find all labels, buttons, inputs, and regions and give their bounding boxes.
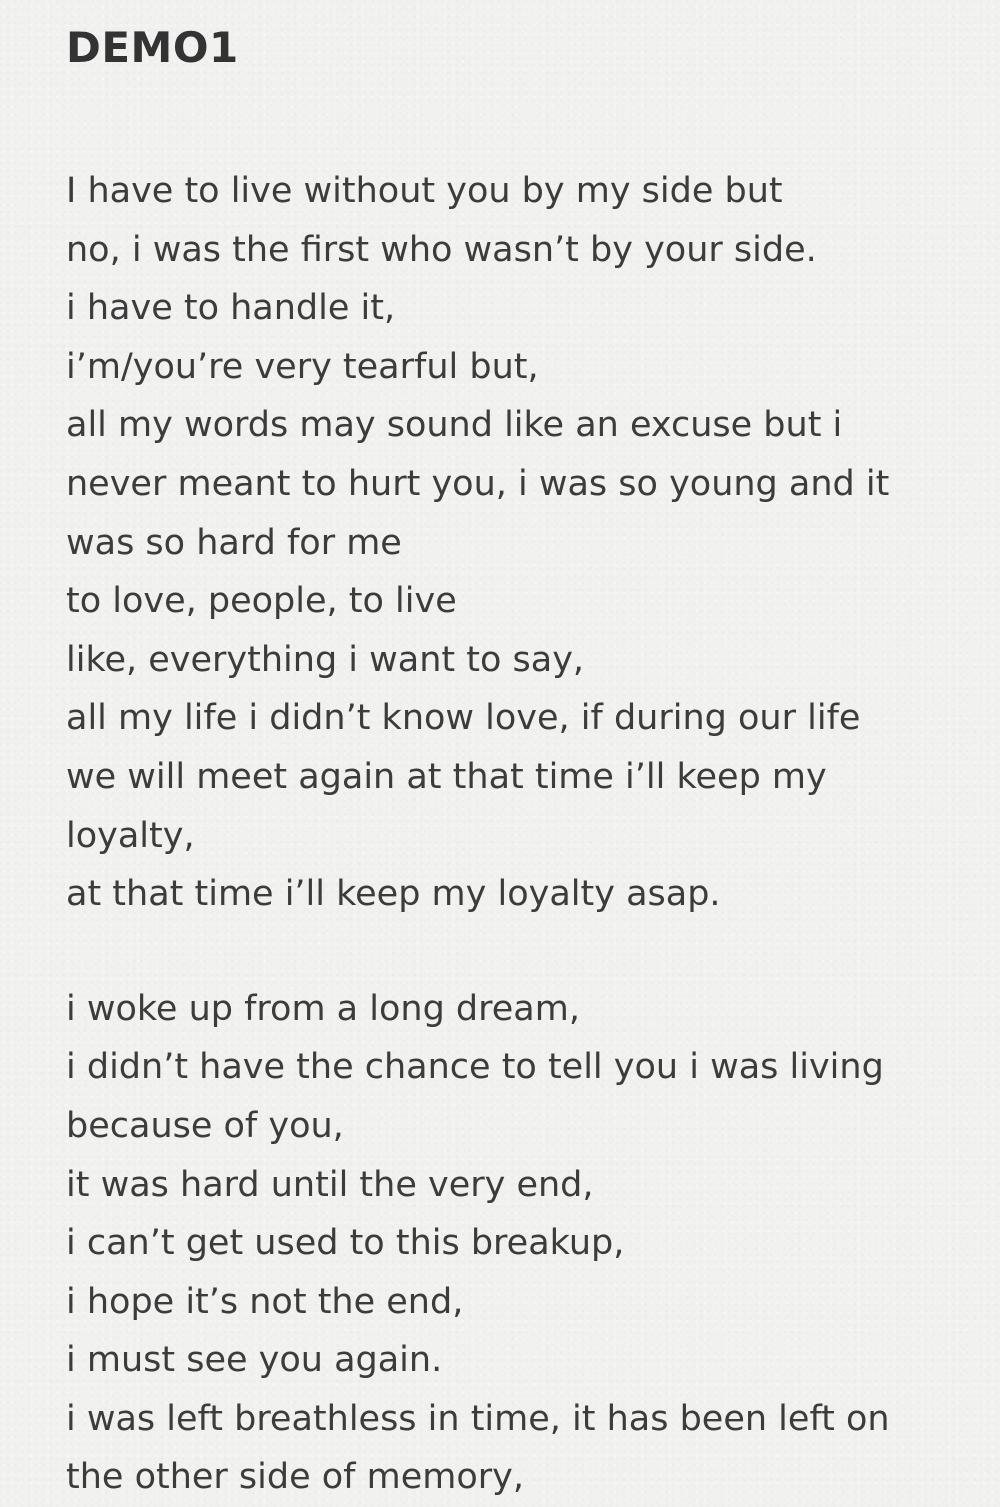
text-line: i can’t get used to this breakup, (66, 1223, 625, 1264)
text-line: never meant to hurt you, i was so young and it (66, 463, 890, 504)
text-line: i didn’t have the chance to tell you i was living (66, 1047, 884, 1088)
text-line: all my words may sound like an excuse but i (66, 405, 843, 446)
text-line: was so hard for me (66, 522, 402, 563)
text-line: it was hard until the very end, (66, 1164, 594, 1205)
text-line: like, everything i want to say, (66, 639, 585, 680)
text-line: all my life i didn’t know love, if during our life (66, 698, 861, 739)
stanza-1 (66, 162, 1000, 924)
text-line: because of you, (66, 1105, 344, 1146)
text-line: i was left breathless in time, it has been left on (66, 1398, 890, 1439)
text-line: at that time i’ll keep my loyalty asap. (66, 874, 721, 915)
text-line: loyalty, (66, 815, 195, 856)
text-line: i must see you again. (66, 1340, 443, 1381)
note-title: DEMO1 (66, 23, 239, 72)
text-line: i have to handle it, (66, 288, 396, 329)
text-line: the other side of memory, (66, 1457, 524, 1498)
text-line: I have to live without you by my side but (66, 171, 783, 211)
text-line: to love, people, to live (66, 581, 457, 622)
text-line: i woke up from a long dream, (66, 988, 580, 1029)
stanza-2 (66, 980, 1000, 1507)
text-line: no, i was the first who wasn’t by your side. (66, 229, 817, 270)
text-line: we will meet again at that time i’ll keep my (66, 756, 827, 797)
text-line: i’m/you’re very tearful but, (66, 346, 539, 387)
text-line: i hope it’s not the end, (66, 1281, 464, 1322)
